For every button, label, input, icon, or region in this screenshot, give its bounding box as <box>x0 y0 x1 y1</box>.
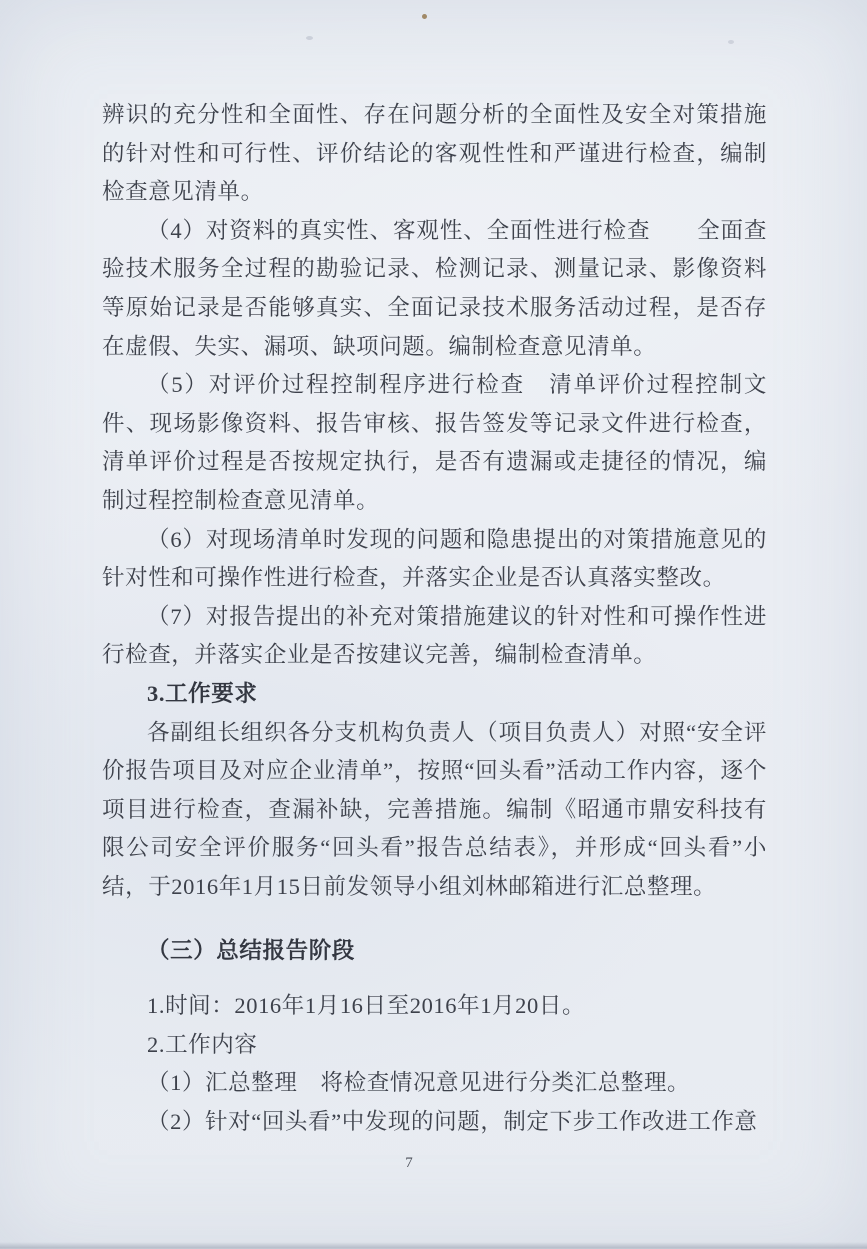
paragraph-time: 1.时间：2016年1月16日至2016年1月20日。 <box>147 993 586 1019</box>
paragraph-work-requirements-body: 各副组长组织各分支机构负责人（项目负责人）对照“安全评价报告项目及对应企业清单”，按照“回头看”活动工作内容，逐个项目进行检查，查漏补缺，完善措施。编制《昭通市鼎安科技有限公司安全评价服务“回头看”报告总结表》，并形成“回头看”小结，于2016年1月15日前发领导小组刘林邮箱进行汇总整理。 <box>102 719 767 899</box>
paragraph-item-7: （7）对报告提出的补充对策措施建议的针对性和可操作性进行检查，并落实企业是否按建议完善，编制检查清单。 <box>102 603 767 668</box>
paragraph-item-6: （6）对现场清单时发现的问题和隐患提出的对策措施意见的针对性和可操作性进行检查，并落实企业是否认真落实整改。 <box>102 526 767 591</box>
paragraph-item-1: （1）汇总整理 将检查情况意见进行分类汇总整理。 <box>147 1070 691 1096</box>
paragraph-continuation: 辨识的充分性和全面性、存在问题分析的全面性及安全对策措施的针对性和可行性、评价结论的客观性性和严谨进行检查，编制检查意见清单。 <box>102 102 767 205</box>
paragraph-item-4: （4）对资料的真实性、客观性、全面性进行检查 全面查验技术服务全过程的勘验记录、检测记录、测量记录、影像资料等原始记录是否能够真实、全面记录技术服务活动过程，是否存在虚假、失实、漏项、缺项问题。编制检查意见清单。 <box>102 217 767 359</box>
paragraph-item-5: （5）对评价过程控制程序进行检查 清单评价过程控制文件、现场影像资料、报告审核、报告签发等记录文件进行检查，清单评价过程是否按规定执行，是否有遗漏或走捷径的情况，编制过程控制检查意见清单。 <box>102 372 767 513</box>
document-body <box>102 96 767 1141</box>
heading-summary-report-stage: （三）总结报告阶段 <box>147 938 355 964</box>
scan-smudge-icon <box>728 40 734 44</box>
scan-smudge-icon <box>306 36 313 40</box>
page-number: 7 <box>405 1155 413 1171</box>
scan-speck-icon <box>422 14 427 19</box>
heading-work-content: 2.工作内容 <box>147 1031 258 1057</box>
paragraph-item-2: （2）针对“回头看”中发现的问题，制定下步工作改进工作意 <box>147 1108 758 1134</box>
heading-work-requirements: 3.工作要求 <box>147 680 258 706</box>
scan-edge-shadow <box>0 1242 867 1249</box>
